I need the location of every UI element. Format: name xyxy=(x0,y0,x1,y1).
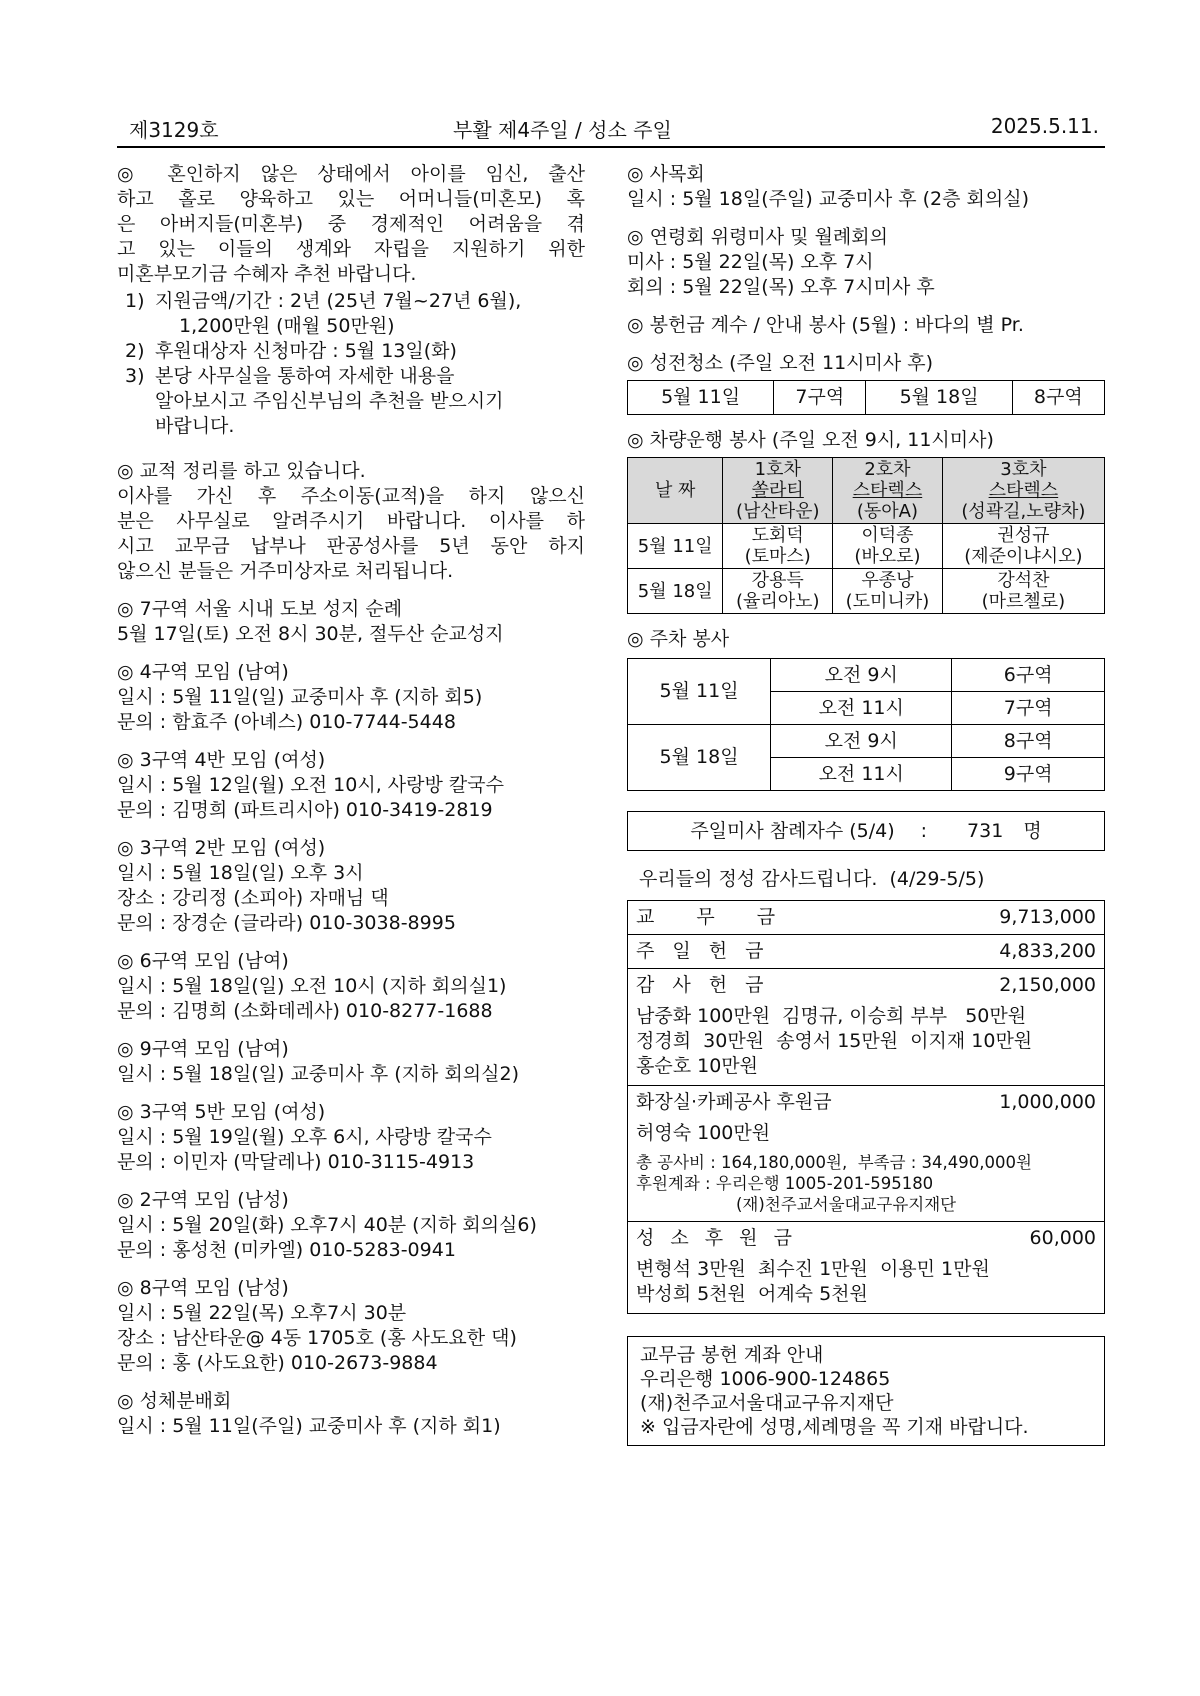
table-row xyxy=(628,524,1105,569)
driver-baptismal-name: (율리아노) xyxy=(735,591,820,612)
donor-line: 홍순호 10만원 xyxy=(636,1055,758,1077)
driver-baptismal-name: (제준이냐시오) xyxy=(964,546,1083,567)
note-line: 총 공사비 : 164,180,000원, 부족금 : 34,490,000원 xyxy=(636,1153,1032,1172)
table-cell xyxy=(723,569,833,614)
item-line: 본당 사무실을 통하여 자세한 내용을 xyxy=(155,365,455,387)
donor-line: 허영숙 100만원 xyxy=(636,1122,771,1144)
account-line: (재)천주교서울대교구유지재단 xyxy=(640,1392,894,1414)
thanks-line: 우리들의 정성 감사드립니다. (4/29-5/5) xyxy=(639,868,985,890)
list-item xyxy=(117,289,585,339)
offering-label: 주 일 헌 금 xyxy=(636,940,770,962)
notice-title: ◎ 8구역 모임 (남성) xyxy=(117,1277,289,1299)
notice-line: 문의 : 홍성천 (미카엘) 010-5283-0941 xyxy=(117,1239,456,1261)
table-cell: 5월 18일 xyxy=(866,381,1012,415)
table-row xyxy=(628,1086,1105,1222)
table-cell xyxy=(833,569,943,614)
time-cell: 오전 9시 xyxy=(771,725,952,758)
notice-line: 일시 : 5월 18일(일) 교중미사 후 (지하 회의실2) xyxy=(117,1063,519,1085)
header-line: (성곽길,노량차) xyxy=(961,501,1086,522)
header-line: 3호차 xyxy=(1000,459,1047,480)
notice-title: ◎ 9구역 모임 (남여) xyxy=(117,1038,289,1060)
table-row xyxy=(628,381,1105,415)
driver-baptismal-name: (토마스) xyxy=(744,546,811,567)
notice-zone6 xyxy=(117,949,585,1024)
driver-name: 권성규 xyxy=(997,525,1050,546)
item-number: 1) xyxy=(125,290,145,312)
notice-vehicle xyxy=(627,428,1105,614)
item-line: 후원대상자 신청마감 : 5월 13일(화) xyxy=(155,340,457,362)
notice-zone9 xyxy=(117,1037,585,1087)
offering-cell xyxy=(628,1086,1105,1222)
notice-zone3-group5 xyxy=(117,1100,585,1175)
page-title: 부활 제4주일 / 성소 주일 xyxy=(453,118,672,142)
notice-elder-society xyxy=(627,225,1105,300)
support-list xyxy=(117,289,585,439)
issue-number: 제3129호 xyxy=(129,118,219,142)
account-line: 교무금 봉헌 계좌 안내 xyxy=(640,1344,824,1366)
notice-title: ◎ 봉헌금 계수 / 안내 봉사 (5월) : 바다의 별 Pr. xyxy=(627,314,1024,336)
notice-line: 문의 : 김명희 (파트리시아) 010-3419-2819 xyxy=(117,799,493,821)
left-column xyxy=(117,162,585,1452)
notice-line: 미혼부모기금 수혜자 추천 바랍니다. xyxy=(117,263,417,285)
notice-zone3-group2 xyxy=(117,836,585,936)
notice-title: ◎ 3구역 2반 모임 (여성) xyxy=(117,837,326,859)
notice-line: 일시 : 5월 22일(목) 오후7시 30분 xyxy=(117,1302,407,1324)
table-row xyxy=(628,725,1105,758)
notice-title: ◎ 교적 정리를 하고 있습니다. xyxy=(117,460,366,482)
header-line: 스타렉스 xyxy=(988,480,1059,501)
notice-offering-count xyxy=(627,313,1105,338)
offering-cell xyxy=(628,901,1105,935)
notice-zone4 xyxy=(117,660,585,735)
notice-line: 일시 : 5월 11일(일) 교중미사 후 (지하 회5) xyxy=(117,686,483,708)
date-cell: 5월 11일 xyxy=(628,524,723,569)
attendance-separator: : xyxy=(920,819,928,842)
notice-line: 않으신 분들은 거주미상자로 처리됩니다. xyxy=(117,560,454,582)
notice-line: 시고 교무금 납부나 판공성사를 5년 동안 하지 xyxy=(117,535,585,557)
notice-title: ◎ 주차 봉사 xyxy=(627,628,730,650)
driver-baptismal-name: (도미니카) xyxy=(845,591,930,612)
table-row xyxy=(628,1222,1105,1314)
account-line: 우리은행 1006-900-124865 xyxy=(640,1368,891,1390)
notice-title: ◎ 7구역 서울 시내 도보 성지 순례 xyxy=(117,598,403,620)
table-header-row xyxy=(628,458,1105,524)
issue-date: 2025.5.11. xyxy=(990,114,1099,138)
header-line: 쏠라티 xyxy=(751,480,804,501)
attendance-label: 주일미사 참례자수 (5/4) xyxy=(690,819,895,842)
table-cell: 7구역 xyxy=(774,381,866,415)
note-line: (재)천주교서울대교구유지재단 xyxy=(736,1195,957,1214)
notice-line: 미사 : 5월 22일(목) 오후 7시 xyxy=(627,251,874,273)
notice-zone8 xyxy=(117,1276,585,1376)
item-line: 바랍니다. xyxy=(155,415,235,437)
notice-parking xyxy=(627,627,1105,791)
table-row xyxy=(628,969,1105,1086)
table-cell: 5월 11일 xyxy=(628,381,774,415)
zone-cell: 7구역 xyxy=(952,692,1105,725)
table-cell: 8구역 xyxy=(1012,381,1104,415)
notice-title: ◎ 사목회 xyxy=(627,163,705,185)
account-line: ※ 입금자란에 성명,세례명을 꼭 기재 바랍니다. xyxy=(640,1416,1029,1438)
notice-line: 일시 : 5월 11일(주일) 교중미사 후 (지하 회1) xyxy=(117,1415,501,1437)
offering-cell xyxy=(628,969,1105,1086)
attendance-box xyxy=(627,811,1105,851)
donor-line: 변형석 3만원 최수진 1만원 이용민 1만원 xyxy=(636,1258,990,1280)
notice-line: 은 아버지들(미혼부) 중 경제적인 어려움을 겪 xyxy=(117,213,585,235)
notice-line: 문의 : 장경순 (글라라) 010-3038-8995 xyxy=(117,912,456,934)
donor-line: 박성희 5천원 어계숙 5천원 xyxy=(636,1283,868,1305)
offering-label: 감 사 헌 금 xyxy=(636,974,770,996)
cleaning-table xyxy=(627,380,1105,415)
table-row xyxy=(628,659,1105,692)
notice-line: 문의 : 함효주 (아녜스) 010-7744-5448 xyxy=(117,711,456,733)
notice-title: ◎ 6구역 모임 (남여) xyxy=(117,950,289,972)
notice-line: 문의 : 이민자 (막달레나) 010-3115-4913 xyxy=(117,1151,475,1173)
item-line: 1,200만원 (매월 50만원) xyxy=(179,315,395,337)
header-line: (남산타운) xyxy=(735,501,820,522)
offering-cell xyxy=(628,1222,1105,1314)
table-cell xyxy=(723,524,833,569)
driver-baptismal-name: (마르첼로) xyxy=(981,591,1066,612)
notice-line: 장소 : 남산타운@ 4동 1705호 (홍 사도요한 댁) xyxy=(117,1327,517,1349)
offerings-table xyxy=(627,900,1105,1314)
page-header xyxy=(117,112,1105,148)
table-cell xyxy=(942,524,1104,569)
donor-line: 남중화 100만원 김명규, 이승희 부부 50만원 xyxy=(636,1005,1027,1027)
column-header xyxy=(833,458,943,524)
notice-title: ◎ 연령회 위령미사 및 월례회의 xyxy=(627,226,888,248)
notice-cleaning xyxy=(627,351,1105,415)
notice-line: 일시 : 5월 18일(일) 오전 10시 (지하 회의실1) xyxy=(117,975,507,997)
offering-label: 성 소 후 원 금 xyxy=(636,1227,797,1249)
zone-cell: 8구역 xyxy=(952,725,1105,758)
table-row xyxy=(628,901,1105,935)
header-line: 2호차 xyxy=(864,459,911,480)
item-line: 알아보시고 주임신부님의 추천을 받으시기 xyxy=(155,390,504,412)
notice-line: 일시 : 5월 12일(월) 오전 10시, 사랑방 칼국수 xyxy=(117,774,504,796)
date-cell: 5월 18일 xyxy=(628,569,723,614)
offering-amount: 2,150,000 xyxy=(999,974,1096,996)
notice-pastoral-council xyxy=(627,162,1105,212)
notice-line: 분은 사무실로 알려주시기 바랍니다. 이사를 하 xyxy=(117,510,585,532)
date-cell: 5월 18일 xyxy=(628,725,771,791)
item-number: 3) xyxy=(125,365,145,387)
list-item xyxy=(117,339,585,364)
column-header: 날 짜 xyxy=(628,458,723,524)
note-line: 후원계좌 : 우리은행 1005-201-595180 xyxy=(636,1174,934,1193)
offering-amount: 9,713,000 xyxy=(999,906,1096,928)
header-line: (동아A) xyxy=(856,501,919,522)
attendance-unit: 명 xyxy=(1023,819,1042,842)
driver-name: 강용득 xyxy=(751,570,804,591)
item-number: 2) xyxy=(125,340,145,362)
column-header xyxy=(942,458,1104,524)
notice-unwed-parents xyxy=(117,162,585,439)
header-line: 스타렉스 xyxy=(852,480,923,501)
header-line: 1호차 xyxy=(754,459,801,480)
driver-name: 이덕종 xyxy=(861,525,914,546)
column-header xyxy=(723,458,833,524)
parking-table xyxy=(627,658,1105,791)
notice-line: 5월 17일(토) 오전 8시 30분, 절두산 순교성지 xyxy=(117,623,504,645)
table-row xyxy=(628,935,1105,969)
notice-title: ◎ 차량운행 봉사 (주일 오전 9시, 11시미사) xyxy=(627,429,994,451)
driver-name: 우종낭 xyxy=(861,570,914,591)
notice-line: 일시 : 5월 18일(주일) 교중미사 후 (2층 회의실) xyxy=(627,188,1029,210)
notice-pilgrimage xyxy=(117,597,585,647)
notice-title: ◎ 3구역 5반 모임 (여성) xyxy=(117,1101,326,1123)
offering-label: 화장실·카페공사 후원금 xyxy=(636,1091,832,1113)
zone-cell: 6구역 xyxy=(952,659,1105,692)
zone-cell: 9구역 xyxy=(952,758,1105,791)
time-cell: 오전 9시 xyxy=(771,659,952,692)
notice-title: ◎ 4구역 모임 (남여) xyxy=(117,661,289,683)
notice-title: ◎ 3구역 4반 모임 (여성) xyxy=(117,749,326,771)
table-cell xyxy=(833,524,943,569)
notice-zone2 xyxy=(117,1188,585,1263)
donor-line: 정경희 30만원 송영서 15만원 이지재 10만원 xyxy=(636,1030,1033,1052)
vehicle-table xyxy=(627,457,1105,614)
time-cell: 오전 11시 xyxy=(771,758,952,791)
notice-eucharist xyxy=(117,1389,585,1439)
offering-label: 교 무 금 xyxy=(636,906,794,928)
driver-name: 강석찬 xyxy=(997,570,1050,591)
notice-line: 문의 : 김명희 (소화데레사) 010-8277-1688 xyxy=(117,1000,493,1022)
account-info-box xyxy=(627,1336,1105,1446)
notice-line: 회의 : 5월 22일(목) 오후 7시미사 후 xyxy=(627,276,935,298)
notice-line: 장소 : 강리정 (소피아) 자매님 댁 xyxy=(117,887,389,909)
attendance-count: 731 xyxy=(967,819,1004,842)
time-cell: 오전 11시 xyxy=(771,692,952,725)
notice-title: ◎ 혼인하지 않은 상태에서 아이를 임신, 출산 xyxy=(117,163,585,185)
offering-amount: 4,833,200 xyxy=(999,940,1096,962)
driver-baptismal-name: (바오로) xyxy=(854,546,921,567)
notice-line: 일시 : 5월 18일(일) 오후 3시 xyxy=(117,862,364,884)
item-line: 지원금액/기간 : 2년 (25년 7월~27년 6월), xyxy=(155,290,522,312)
notice-line: 고 있는 이들의 생계와 자립을 지원하기 위한 xyxy=(117,238,585,260)
right-column xyxy=(627,162,1105,1446)
notice-line: 문의 : 홍 (사도요한) 010-2673-9884 xyxy=(117,1352,438,1374)
notice-line: 하고 홀로 양육하고 있는 어머니들(미혼모) 혹 xyxy=(117,188,585,210)
list-item xyxy=(117,364,585,439)
notice-parish-records xyxy=(117,459,585,584)
date-cell: 5월 11일 xyxy=(628,659,771,725)
notice-line: 일시 : 5월 20일(화) 오후7시 40분 (지하 회의실6) xyxy=(117,1214,537,1236)
notice-line: 일시 : 5월 19일(월) 오후 6시, 사랑방 칼국수 xyxy=(117,1126,492,1148)
notice-title: ◎ 성전청소 (주일 오전 11시미사 후) xyxy=(627,352,934,374)
offering-cell xyxy=(628,935,1105,969)
offering-amount: 1,000,000 xyxy=(999,1091,1096,1113)
offering-amount: 60,000 xyxy=(1029,1227,1096,1249)
notice-zone3-group4 xyxy=(117,748,585,823)
notice-title: ◎ 성체분배회 xyxy=(117,1390,232,1412)
notice-line: 이사를 가신 후 주소이동(교적)을 하지 않으신 xyxy=(117,485,585,507)
notice-title: ◎ 2구역 모임 (남성) xyxy=(117,1189,289,1211)
table-cell xyxy=(942,569,1104,614)
table-row xyxy=(628,569,1105,614)
driver-name: 도회덕 xyxy=(751,525,804,546)
